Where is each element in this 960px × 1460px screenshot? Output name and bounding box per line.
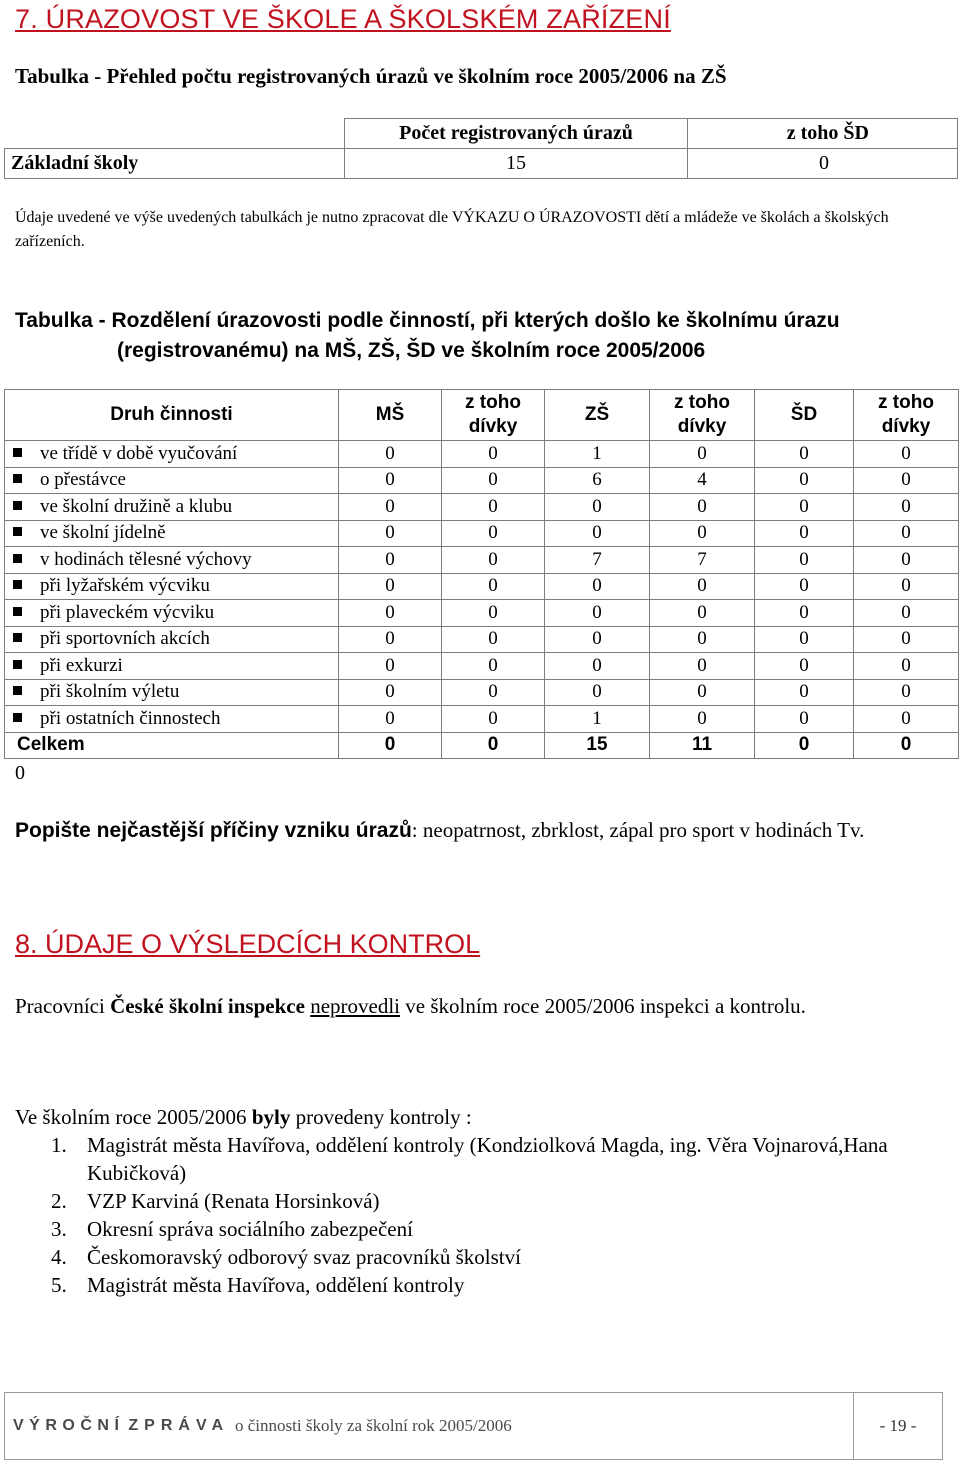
value-cell: 0 bbox=[755, 467, 854, 494]
page-footer bbox=[4, 1392, 943, 1460]
value-cell: 0 bbox=[650, 573, 755, 600]
table-note: Údaje uvedené ve výše uvedených tabulkách je nutno zpracovat dle VÝKAZU O ÚRAZOVOSTI dětí a mládeže ve školách a školských zařízeních. bbox=[15, 209, 889, 250]
injury-activity-table bbox=[4, 389, 959, 759]
value-cell: 0 bbox=[650, 494, 755, 521]
list-item bbox=[15, 1243, 955, 1271]
value-cell: 0 bbox=[854, 441, 959, 468]
activity-cell bbox=[5, 494, 339, 521]
activity-cell bbox=[5, 653, 339, 680]
activity-cell bbox=[5, 600, 339, 627]
value-cell: 0 bbox=[854, 679, 959, 706]
value-cell: 0 bbox=[755, 494, 854, 521]
activity-cell bbox=[5, 441, 339, 468]
value-cell: 0 bbox=[854, 600, 959, 627]
value-cell: 0 bbox=[339, 441, 442, 468]
total-value-cell: 0 bbox=[755, 732, 854, 759]
insp-underlined: neprovedli bbox=[310, 994, 400, 1018]
row-label-zs: Základní školy bbox=[5, 149, 345, 179]
value-cell: 0 bbox=[650, 653, 755, 680]
activity-label: ve školní družině a klubu bbox=[40, 495, 233, 517]
list-text: VZP Karviná (Renata Horsinková) bbox=[87, 1189, 380, 1213]
table-row bbox=[5, 653, 959, 680]
table-row bbox=[5, 119, 958, 149]
value-cell: 0 bbox=[545, 679, 650, 706]
insp-bold: České školní inspekce bbox=[110, 994, 305, 1018]
total-value-cell: 0 bbox=[339, 732, 442, 759]
total-value-cell: 11 bbox=[650, 732, 755, 759]
controls-list bbox=[15, 1131, 955, 1299]
value-cell: 0 bbox=[339, 653, 442, 680]
table-header-row bbox=[5, 390, 959, 441]
empty-cell bbox=[5, 119, 345, 149]
value-cell: 0 bbox=[854, 520, 959, 547]
section-8-heading: 8. ÚDAJE O VÝSLEDCÍCH KONTROL bbox=[15, 929, 481, 959]
value-cell: 0 bbox=[650, 520, 755, 547]
col-header-registered: Počet registrovaných úrazů bbox=[345, 119, 688, 149]
insp-part1: Pracovníci bbox=[15, 994, 111, 1018]
insp-part2: ve školním roce 2005/2006 inspekci a kontrolu. bbox=[400, 994, 806, 1018]
value-cell: 0 bbox=[442, 467, 545, 494]
controls-bold: byly bbox=[251, 1105, 291, 1129]
value-cell: 0 bbox=[339, 573, 442, 600]
square-bullet-icon bbox=[13, 607, 22, 616]
square-bullet-icon bbox=[13, 713, 22, 722]
table-row bbox=[5, 626, 959, 653]
value-cell: 0 bbox=[755, 600, 854, 627]
value-cell: 0 bbox=[545, 600, 650, 627]
square-bullet-icon bbox=[13, 474, 22, 483]
value-cell: 0 bbox=[442, 600, 545, 627]
value-cell: 7 bbox=[545, 547, 650, 574]
table-row bbox=[5, 441, 959, 468]
value-cell: 0 bbox=[339, 520, 442, 547]
table2-title-line2: (registrovanému) na MŠ, ZŠ, ŠD ve školním roce 2005/2006 bbox=[117, 339, 706, 362]
list-text: Okresní správa sociálního zabezpečení bbox=[87, 1217, 413, 1241]
value-cell: 0 bbox=[339, 600, 442, 627]
value-cell: 6 bbox=[545, 467, 650, 494]
table-row bbox=[5, 467, 959, 494]
activity-cell bbox=[5, 706, 339, 733]
activity-label: při exkurzi bbox=[40, 654, 123, 676]
table-row bbox=[5, 520, 959, 547]
value-cell: 0 bbox=[854, 547, 959, 574]
header-sd: ŠD bbox=[755, 390, 854, 441]
controls-intro1: Ve školním roce 2005/2006 bbox=[15, 1105, 252, 1129]
value-cell: 0 bbox=[650, 441, 755, 468]
activity-label: v hodinách tělesné výchovy bbox=[40, 548, 252, 570]
injury-count-table bbox=[4, 118, 958, 179]
activity-label: o přestávce bbox=[40, 469, 126, 491]
value-cell: 0 bbox=[442, 547, 545, 574]
injury-causes bbox=[15, 816, 945, 845]
list-number: 2. bbox=[51, 1189, 67, 1213]
activity-label: při školním výletu bbox=[40, 681, 180, 703]
square-bullet-icon bbox=[13, 633, 22, 642]
table2-title-line1: Tabulka - Rozdělení úrazovosti podle činností, při kterých došlo ke školnímu úrazu bbox=[15, 309, 840, 332]
square-bullet-icon bbox=[13, 686, 22, 695]
total-label: Celkem bbox=[5, 732, 339, 759]
value-cell: 0 bbox=[755, 441, 854, 468]
value-sd: 0 bbox=[688, 149, 958, 179]
value-cell: 1 bbox=[545, 706, 650, 733]
causes-text: : neopatrnost, zbrklost, zápal pro sport v hodinách Tv. bbox=[411, 818, 865, 842]
inspection-paragraph bbox=[15, 991, 945, 1021]
footer-rest: o činnosti školy za školní rok 2005/2006 bbox=[235, 1416, 512, 1435]
value-cell: 0 bbox=[545, 653, 650, 680]
header-activity: Druh činnosti bbox=[5, 390, 339, 441]
value-cell: 0 bbox=[755, 679, 854, 706]
list-number: 3. bbox=[51, 1217, 67, 1241]
value-cell: 0 bbox=[339, 679, 442, 706]
value-cell: 0 bbox=[650, 706, 755, 733]
activity-label: ve třídě v době vyučování bbox=[40, 442, 238, 464]
value-cell: 0 bbox=[755, 653, 854, 680]
table2-title bbox=[15, 306, 950, 366]
value-cell: 0 bbox=[650, 600, 755, 627]
value-cell: 0 bbox=[755, 547, 854, 574]
value-cell: 0 bbox=[854, 494, 959, 521]
footer-title bbox=[5, 1393, 854, 1459]
list-text: Českomoravský odborový svaz pracovníků školství bbox=[87, 1245, 521, 1269]
page-number: - 19 - bbox=[879, 1416, 917, 1435]
activity-label: při plaveckém výcviku bbox=[40, 601, 215, 623]
controls-intro bbox=[15, 1103, 955, 1131]
table1-title: Tabulka - Přehled počtu registrovaných úrazů ve školním roce 2005/2006 na ZŠ bbox=[15, 64, 727, 88]
footer-spaced-2: ZPRÁVA bbox=[128, 1417, 229, 1434]
total-row bbox=[5, 732, 959, 759]
value-cell: 0 bbox=[755, 520, 854, 547]
value-cell: 0 bbox=[339, 547, 442, 574]
value-cell: 0 bbox=[755, 573, 854, 600]
value-cell: 0 bbox=[442, 573, 545, 600]
value-cell: 4 bbox=[650, 467, 755, 494]
value-cell: 0 bbox=[339, 626, 442, 653]
header-ms-girls: z toho dívky bbox=[442, 390, 545, 441]
col-header-sd: z toho ŠD bbox=[688, 119, 958, 149]
total-value-cell: 15 bbox=[545, 732, 650, 759]
value-cell: 0 bbox=[442, 653, 545, 680]
activity-cell bbox=[5, 626, 339, 653]
value-cell: 0 bbox=[650, 679, 755, 706]
square-bullet-icon bbox=[13, 554, 22, 563]
list-number: 4. bbox=[51, 1245, 67, 1269]
list-number: 1. bbox=[51, 1133, 67, 1157]
list-text: Magistrát města Havířova, oddělení kontroly (Kondziolková Magda, ing. Věra Vojnarová,Hana Kubičková) bbox=[87, 1133, 888, 1185]
value-cell: 0 bbox=[545, 626, 650, 653]
section-7-heading: 7. ÚRAZOVOST VE ŠKOLE A ŠKOLSKÉM ZAŘÍZENÍ bbox=[15, 4, 671, 34]
value-cell: 0 bbox=[755, 626, 854, 653]
value-cell: 0 bbox=[545, 573, 650, 600]
list-item bbox=[15, 1215, 955, 1243]
square-bullet-icon bbox=[13, 501, 22, 510]
table-row bbox=[5, 679, 959, 706]
value-cell: 0 bbox=[339, 706, 442, 733]
activity-cell bbox=[5, 679, 339, 706]
header-sd-girls: z toho dívky bbox=[854, 390, 959, 441]
list-item bbox=[15, 1187, 955, 1215]
activity-cell bbox=[5, 547, 339, 574]
value-cell: 0 bbox=[339, 494, 442, 521]
value-cell: 0 bbox=[854, 626, 959, 653]
table-row bbox=[5, 494, 959, 521]
total-value-cell: 0 bbox=[442, 732, 545, 759]
value-cell: 0 bbox=[442, 520, 545, 547]
controls-intro2: provedeny kontroly : bbox=[290, 1105, 472, 1129]
footer-spaced-1: VÝROČNÍ bbox=[13, 1417, 125, 1434]
activity-cell bbox=[5, 573, 339, 600]
activity-cell bbox=[5, 467, 339, 494]
value-cell: 0 bbox=[545, 520, 650, 547]
value-cell: 0 bbox=[545, 494, 650, 521]
controls-section bbox=[15, 1103, 955, 1299]
activity-cell bbox=[5, 520, 339, 547]
table-row bbox=[5, 600, 959, 627]
value-cell: 0 bbox=[650, 626, 755, 653]
table-row bbox=[5, 547, 959, 574]
header-ms: MŠ bbox=[339, 390, 442, 441]
value-cell: 1 bbox=[545, 441, 650, 468]
value-cell: 0 bbox=[442, 626, 545, 653]
activity-label: při ostatních činnostech bbox=[40, 707, 221, 729]
value-cell: 0 bbox=[442, 706, 545, 733]
header-zs-girls: z toho dívky bbox=[650, 390, 755, 441]
square-bullet-icon bbox=[13, 527, 22, 536]
value-cell: 0 bbox=[755, 706, 854, 733]
value-cell: 7 bbox=[650, 547, 755, 574]
value-cell: 0 bbox=[854, 706, 959, 733]
table-row bbox=[5, 149, 958, 179]
value-cell: 0 bbox=[442, 679, 545, 706]
list-number: 5. bbox=[51, 1273, 67, 1297]
activity-label: při lyžařském výcviku bbox=[40, 575, 210, 597]
value-cell: 0 bbox=[339, 467, 442, 494]
stray-zero: 0 bbox=[15, 762, 25, 784]
causes-label: Popište nejčastější příčiny vzniku úrazů bbox=[15, 819, 412, 842]
value-registered: 15 bbox=[345, 149, 688, 179]
square-bullet-icon bbox=[13, 580, 22, 589]
value-cell: 0 bbox=[854, 573, 959, 600]
value-cell: 0 bbox=[854, 467, 959, 494]
value-cell: 0 bbox=[442, 494, 545, 521]
total-value-cell: 0 bbox=[854, 732, 959, 759]
activity-label: ve školní jídelně bbox=[40, 522, 166, 544]
value-cell: 0 bbox=[854, 653, 959, 680]
table-row bbox=[5, 706, 959, 733]
header-zs: ZŠ bbox=[545, 390, 650, 441]
list-item bbox=[15, 1271, 955, 1299]
list-text: Magistrát města Havířova, oddělení kontroly bbox=[87, 1273, 465, 1297]
activity-label: při sportovních akcích bbox=[40, 628, 210, 650]
value-cell: 0 bbox=[442, 441, 545, 468]
square-bullet-icon bbox=[13, 660, 22, 669]
list-item bbox=[15, 1131, 955, 1187]
square-bullet-icon bbox=[13, 448, 22, 457]
table-row bbox=[5, 573, 959, 600]
